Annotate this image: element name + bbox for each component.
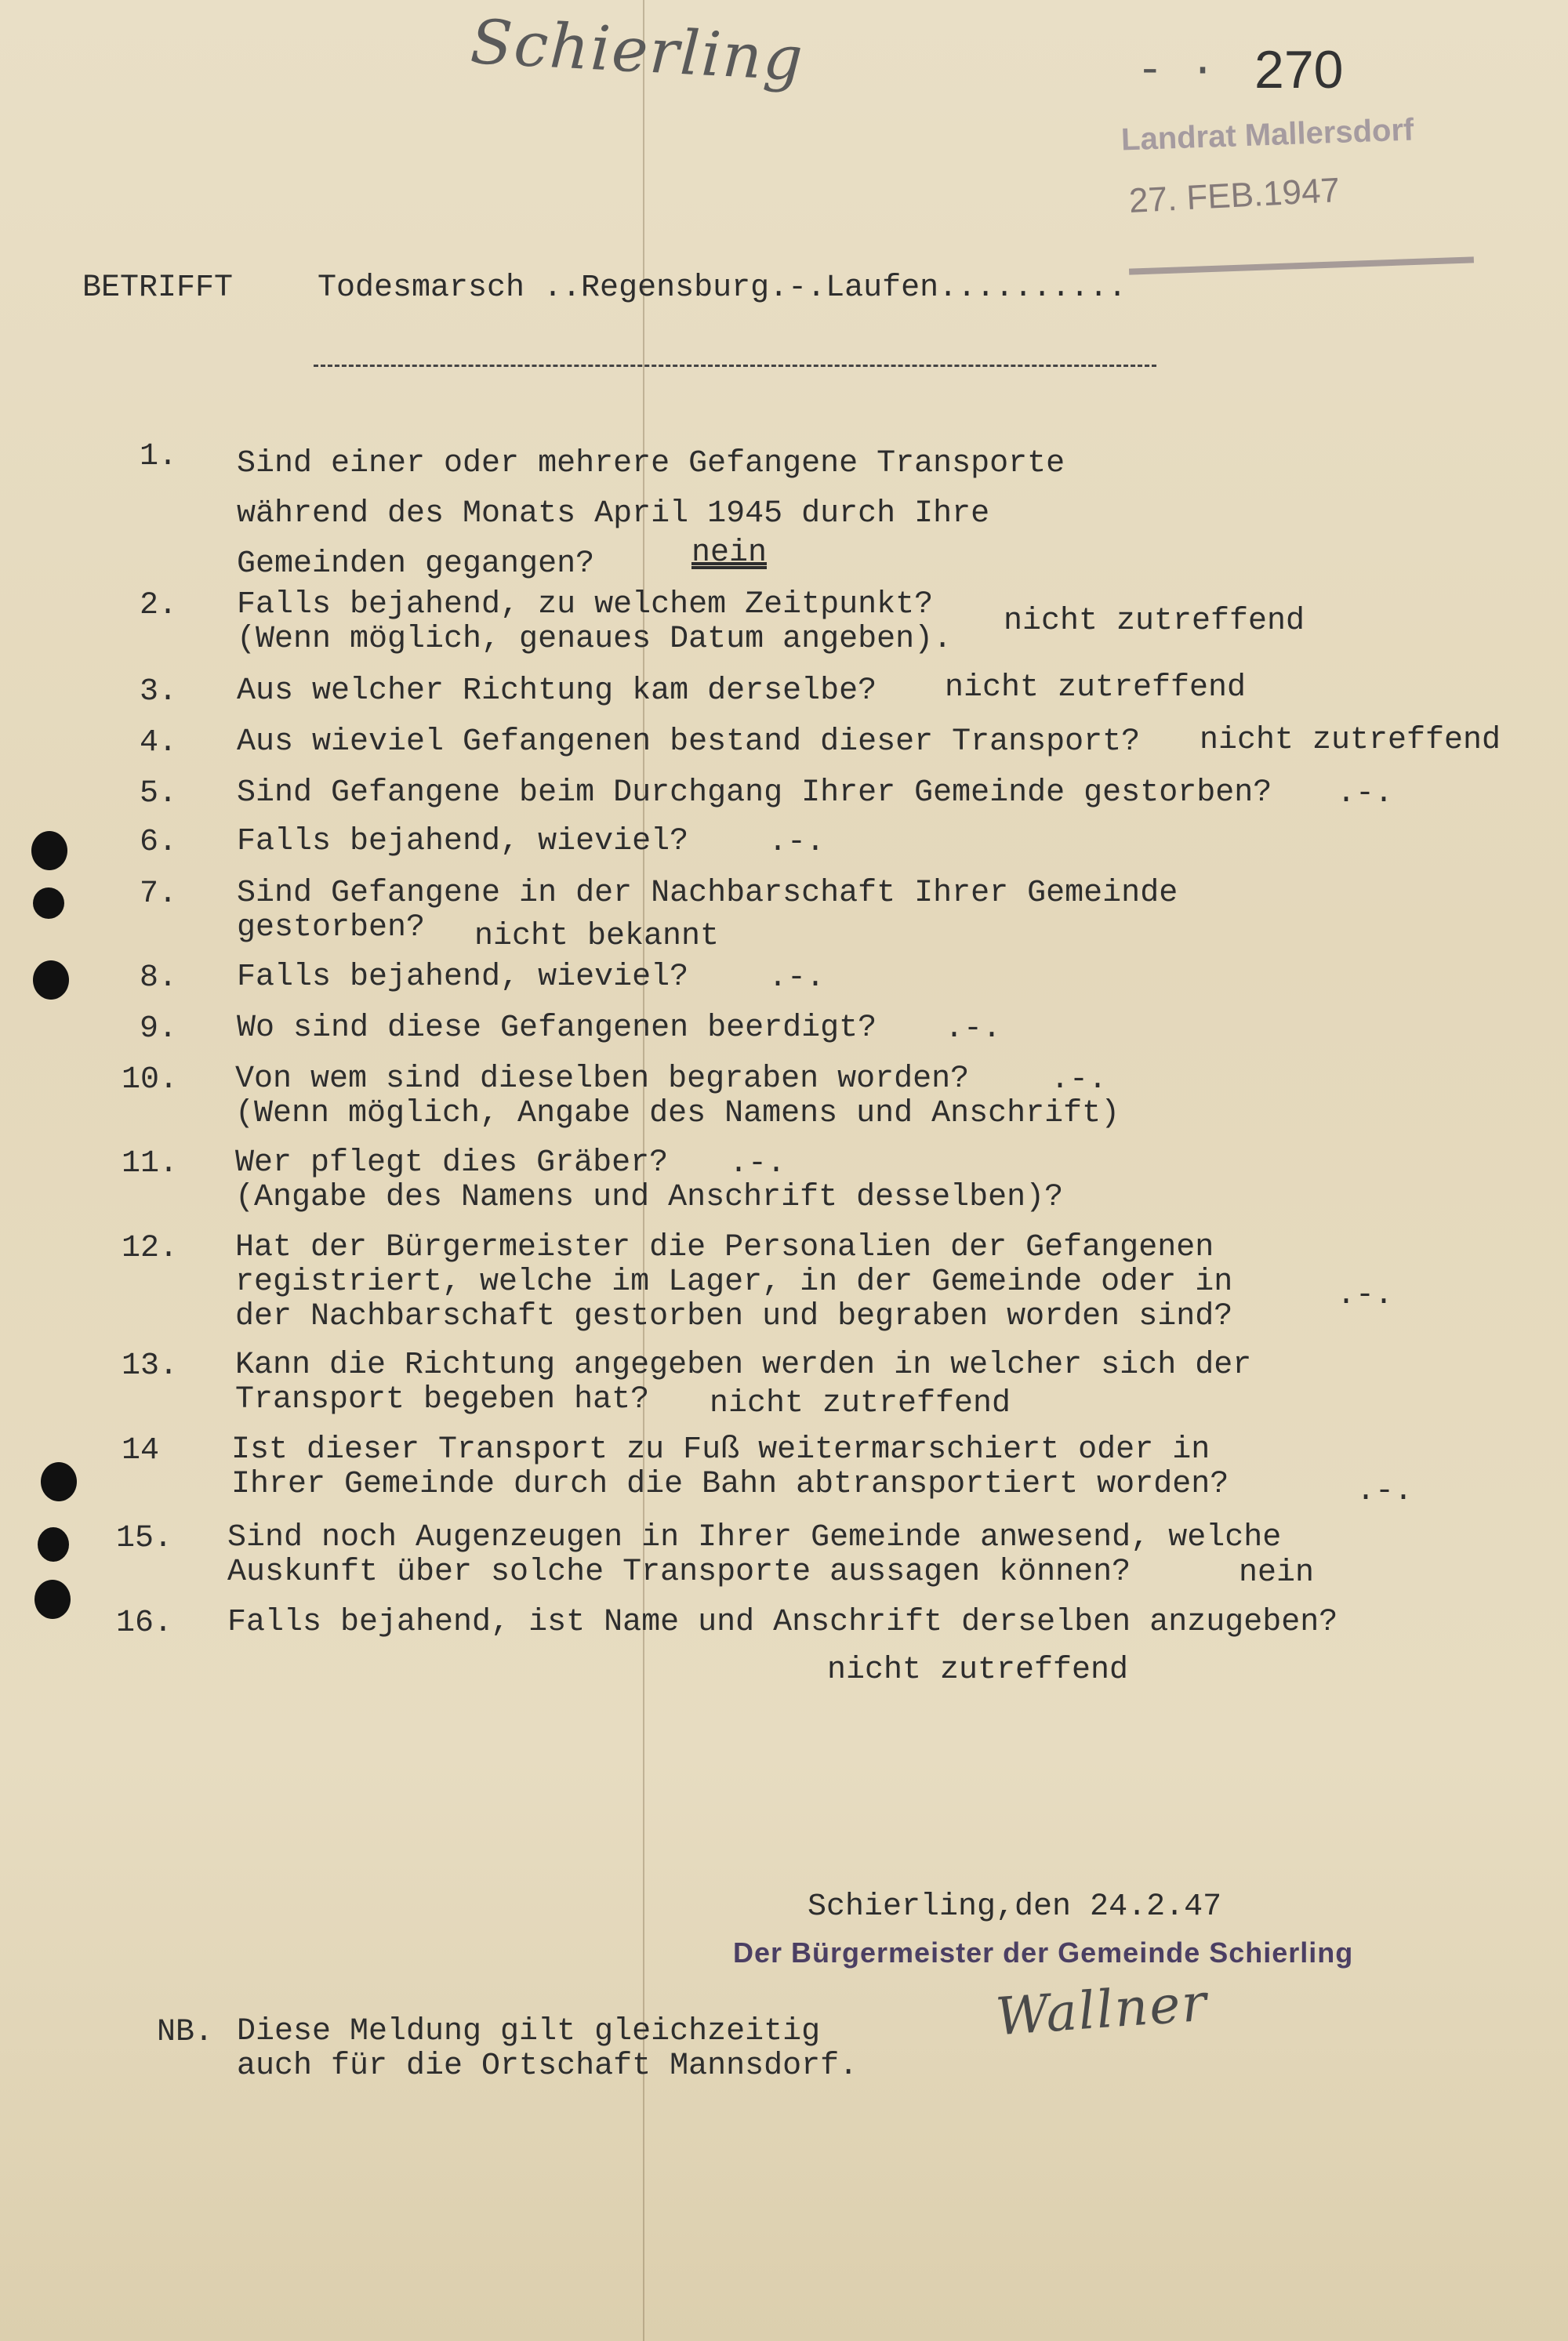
question-text: Sind Gefangene beim Durchgang Ihrer Gemeinde gestorben? [237,775,1272,811]
question-text: Ist dieser Transport zu Fuß weitermarschiert oder in Ihrer Gemeinde durch die Bahn abtransportiert worden? [231,1432,1229,1502]
question-text: Von wem sind dieselben begraben worden? (Wenn möglich, Angabe des Namens und Anschrift) [235,1062,1120,1131]
question-answer: .-. [1051,1062,1108,1098]
punch-hole [33,887,64,919]
question-number: 12. [122,1231,179,1266]
question-text: Aus welcher Richtung kam derselbe? [237,673,877,709]
question-number: 13. [122,1348,179,1384]
received-date-stamp: 27. FEB.1947 [1127,170,1341,221]
signature: Wallner [993,1972,1210,2048]
question-answer: .-. [1337,776,1394,811]
question-number: 5. [140,776,178,811]
question-number: 15. [116,1521,173,1556]
subject-text: Todesmarsch ..Regensburg.-.Laufen.......... [318,270,1127,306]
question-text: Sind noch Augenzeugen in Ihrer Gemeinde anwesend, welche Auskunft über solche Transporte aussagen können? [227,1520,1282,1590]
question-text: Wer pflegt dies Gräber? (Angabe des Namens und Anschrift desselben)? [235,1145,1064,1215]
question-text: Hat der Bürgermeister die Personalien der Gefangenen registriert, welche im Lager, in der Gemeinde oder in der Nachbarschaft gestorben und begraben worden sind? [235,1230,1233,1334]
question-answer: .-. [768,825,826,860]
punch-hole [38,1527,69,1562]
question-text: Kann die Richtung angegeben werden in welcher sich der Transport begeben hat? [235,1348,1252,1417]
question-answer: .-. [729,1146,786,1181]
question-text: Wo sind diese Gefangenen beerdigt? [237,1011,877,1046]
nb-note: Diese Meldung gilt gleichzeitig auch für die Ortschaft Mannsdorf. [237,2014,858,2084]
question-number: 4. [140,725,178,760]
question-answer: nein [691,535,768,571]
question-answer: nicht zutreffend [1004,604,1305,639]
question-number: 9. [140,1011,178,1047]
punch-hole [34,1580,71,1619]
page-number: 270 [1254,40,1344,100]
question-number: 14 [122,1433,160,1468]
question-answer: nicht zutreffend [945,670,1247,706]
page-dash: - · [1137,45,1216,96]
punch-hole [33,960,69,1000]
question-number: 7. [140,877,178,912]
question-answer: nein [1239,1555,1315,1591]
question-answer: nicht zutreffend [710,1386,1011,1421]
question-number: 16. [116,1606,173,1641]
subject-divider [314,365,1156,367]
question-text: Falls bejahend, zu welchem Zeitpunkt? (Wenn möglich, genaues Datum angeben). [237,587,953,657]
question-text: Aus wieviel Gefangenen bestand dieser Transport? [237,724,1141,760]
question-number: 2. [140,588,178,623]
punch-hole [31,831,67,870]
handwritten-title: Schierling [468,6,806,96]
question-number: 1. [140,439,178,474]
question-text: Falls bejahend, ist Name und Anschrift derselben anzugeben? [227,1605,1338,1640]
office-stamp: Landrat Mallersdorf [1120,112,1415,158]
mayor-stamp: Der Bürgermeister der Gemeinde Schierling [733,1936,1354,1969]
question-text: Falls bejahend, wieviel? [237,824,689,859]
question-number: 6. [140,825,178,860]
question-text: Sind Gefangene in der Nachbarschaft Ihrer Gemeinde gestorben? [237,876,1178,945]
question-number: 11. [122,1146,179,1181]
question-number: 8. [140,960,178,996]
question-number: 10. [122,1062,179,1098]
question-number: 3. [140,674,178,710]
stamp-bar [1129,256,1474,274]
question-answer: nicht bekannt [474,919,720,954]
question-answer: .-. [768,960,826,996]
place-and-date: Schierling,den 24.2.47 [808,1889,1222,1925]
question-answer: .-. [1356,1474,1414,1509]
question-text: Sind einer oder mehrere Gefangene Transporte während des Monats April 1945 durch Ihre Gemeinden gegangen? [237,446,1065,582]
question-text: Falls bejahend, wieviel? [237,960,689,995]
subject-label: BETRIFFT [82,270,234,306]
punch-hole [41,1462,77,1501]
question-answer: .-. [1337,1278,1394,1313]
question-answer: nicht zutreffend [827,1653,1129,1688]
nb-label: NB. [157,2015,214,2050]
question-answer: .-. [945,1011,1002,1047]
question-answer: nicht zutreffend [1200,723,1501,758]
